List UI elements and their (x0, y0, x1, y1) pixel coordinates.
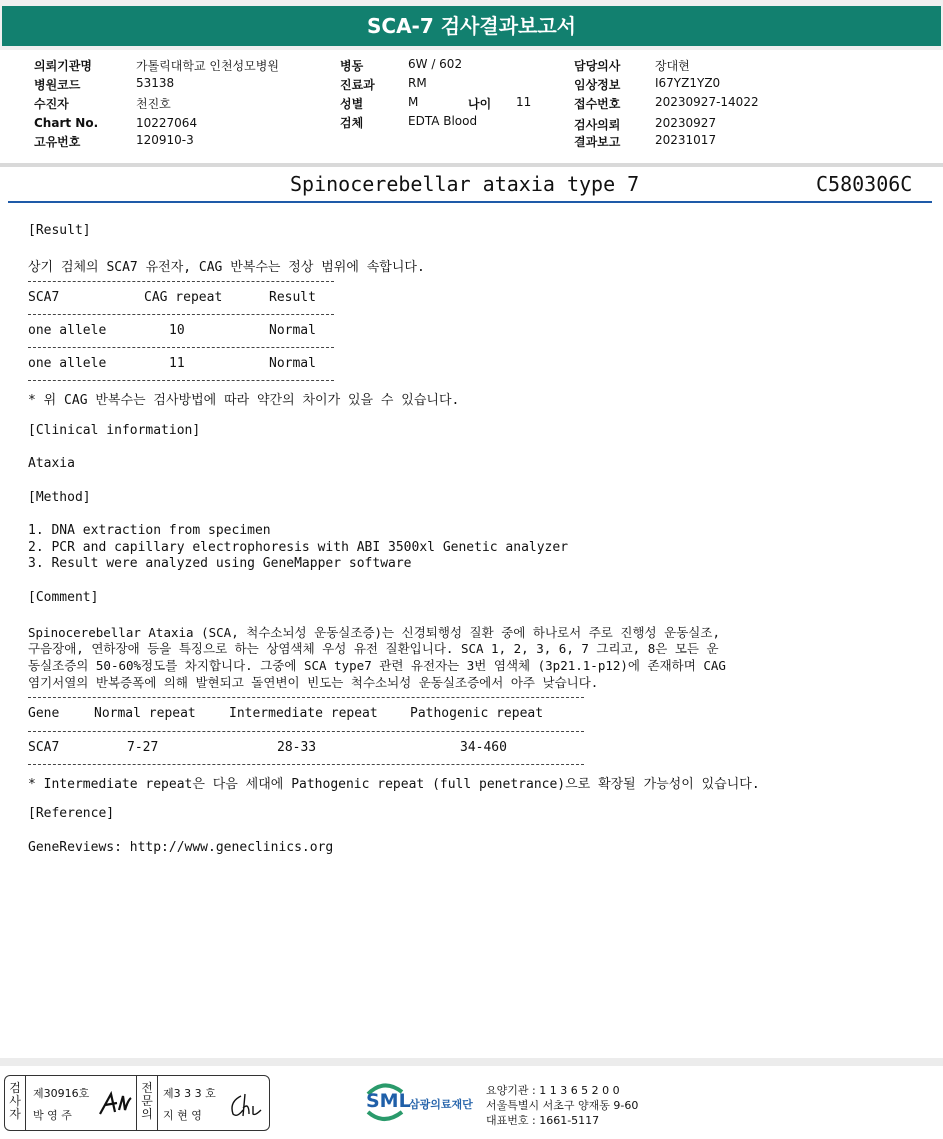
signer1-role: 검 사 자 (9, 1081, 21, 1121)
value-chart-no: 10227064 (136, 116, 198, 130)
header-divider (0, 163, 943, 167)
divider (28, 731, 584, 732)
divider (28, 764, 584, 765)
signature-1-image (97, 1088, 133, 1120)
value-receipt-no: 20230927-14022 (655, 95, 759, 109)
label-sex: 성별 (340, 97, 364, 111)
result-col-cag: CAG repeat (144, 290, 223, 305)
label-unique-no: 고유번호 (34, 135, 81, 149)
value-patient: 천진호 (136, 97, 171, 111)
label-age: 나이 (468, 97, 492, 111)
method-line-3: 3. Result were analyzed using GeneMapper software (28, 556, 412, 571)
repeat-row-intermediate: 28-33 (277, 740, 317, 755)
value-age: 11 (516, 95, 532, 109)
divider (28, 697, 584, 698)
addr-line-3: 대표번호 : 1661-5117 (486, 1114, 600, 1127)
foundation-name: 삼광의료재단 (409, 1098, 473, 1111)
signer2-name: 지 현 영 (163, 1109, 202, 1122)
signer1-name: 박 영 주 (33, 1109, 72, 1122)
table-row-1-repeat: 10 (169, 323, 185, 338)
label-request-date: 검사의뢰 (574, 118, 621, 132)
divider (28, 347, 334, 348)
label-clinical-info: 임상정보 (574, 78, 621, 92)
label-receipt-no: 접수번호 (574, 97, 621, 111)
clinical-text: Ataxia (28, 456, 75, 471)
value-clinical-info: I67YZ1YZ0 (655, 76, 721, 90)
table-row-2-repeat: 11 (169, 356, 185, 371)
signer2-role: 전 문 의 (141, 1081, 153, 1121)
result-col-result: Result (269, 290, 316, 305)
signbox-divider (157, 1076, 158, 1130)
value-sex: M (408, 95, 419, 109)
method-line-1: 1. DNA extraction from specimen (28, 523, 271, 538)
value-request-date: 20230927 (655, 116, 717, 130)
signbox-divider (25, 1076, 26, 1130)
repeat-col-intermediate: Intermediate repeat (229, 706, 378, 721)
addr-line-1: 요양기관 : 1 1 3 6 5 2 0 0 (486, 1084, 620, 1097)
label-department: 진료과 (340, 78, 375, 92)
title-bar (0, 0, 943, 50)
signer1-license: 제30916호 (33, 1087, 90, 1100)
comment-note: * Intermediate repeat은 다음 세대에 Pathogenic repeat (full penetrance)으로 확장될 가능성이 있습니다. (28, 777, 760, 792)
comment-line-1: Spinocerebellar Ataxia (SCA, 척수소뇌성 운동실조증)는 신경퇴행성 질환 중에 하나로서 주로 진행성 운동실조, (28, 625, 720, 640)
signature-2-image (227, 1090, 263, 1120)
repeat-row-gene: SCA7 (28, 740, 60, 755)
comment-line-4: 염기서열의 반복증폭에 의해 발현되고 돌연변이 빈도는 척수소뇌성 운동실조증에서 아주 낮습니다. (28, 675, 599, 690)
footer-divider (0, 1058, 943, 1066)
value-institution: 가톨릭대학교 인천성모병원 (136, 59, 279, 73)
value-report-date: 20231017 (655, 133, 717, 147)
logo-text: SML (366, 1090, 411, 1112)
value-department: RM (408, 76, 427, 90)
report-title: SCA-7 검사결과보고서 (2, 6, 941, 46)
method-line-2: 2. PCR and capillary electrophoresis with ABI 3500xl Genetic analyzer (28, 540, 569, 555)
comment-heading: [Comment] (28, 590, 99, 605)
comment-line-2: 구음장애, 연하장애 등을 특징으로 하는 상염색체 우성 유전 질환입니다. SCA 1, 2, 3, 6, 7 그리고, 8은 모든 운 (28, 641, 719, 656)
repeat-col-pathogenic: Pathogenic repeat (410, 706, 544, 721)
patient-info-header (0, 50, 943, 163)
value-ward: 6W / 602 (408, 57, 463, 71)
table-row-2-result: Normal (269, 356, 316, 371)
label-institution: 의뢰기관명 (34, 59, 92, 73)
value-doctor: 장대현 (655, 59, 690, 73)
comment-line-3: 동실조증의 50-60%정도를 차지합니다. 그중에 SCA type7 관련 유전자는 3번 염색체 (3p21.1-p12)에 존재하며 CAG (28, 658, 726, 673)
label-report-date: 결과보고 (574, 135, 621, 149)
value-unique-no: 120910-3 (136, 133, 194, 147)
sml-logo (364, 1080, 484, 1128)
table-row-2-allele: one allele (28, 356, 107, 371)
signer2-license: 제3 3 3 호 (163, 1087, 216, 1100)
repeat-col-gene: Gene (28, 706, 60, 721)
reference-heading: [Reference] (28, 806, 115, 821)
repeat-col-normal: Normal repeat (94, 706, 196, 721)
signbox-divider (136, 1076, 137, 1130)
value-hospital-code: 53138 (136, 76, 175, 90)
method-heading: [Method] (28, 490, 91, 505)
signature-box (4, 1075, 270, 1131)
label-chart-no: Chart No. (34, 116, 99, 130)
table-row-1-allele: one allele (28, 323, 107, 338)
table-row-1-result: Normal (269, 323, 316, 338)
value-specimen: EDTA Blood (408, 114, 478, 128)
divider (28, 314, 334, 315)
result-summary: 상기 검체의 SCA7 유전자, CAG 반복수는 정상 범위에 속합니다. (28, 260, 425, 275)
reference-text: GeneReviews: http://www.geneclinics.org (28, 840, 334, 855)
label-ward: 병동 (340, 59, 364, 73)
institution-address (486, 1083, 638, 1128)
test-code: C580306C (816, 172, 913, 196)
label-specimen: 검체 (340, 116, 364, 130)
divider (28, 380, 334, 381)
title-underline (8, 201, 932, 203)
result-heading: [Result] (28, 223, 91, 238)
label-hospital-code: 병원코드 (34, 78, 81, 92)
divider (28, 281, 334, 282)
addr-line-2: 서울특별시 서초구 양재동 9-60 (486, 1099, 639, 1112)
result-note: * 위 CAG 반복수는 검사방법에 따라 약간의 차이가 있을 수 있습니다. (28, 393, 460, 408)
result-col-gene: SCA7 (28, 290, 60, 305)
label-doctor: 담당의사 (574, 59, 621, 73)
test-name: Spinocerebellar ataxia type 7 (290, 172, 640, 196)
clinical-heading: [Clinical information] (28, 423, 201, 438)
label-patient: 수진자 (34, 97, 69, 111)
repeat-row-normal: 7-27 (127, 740, 159, 755)
repeat-row-pathogenic: 34-460 (460, 740, 507, 755)
